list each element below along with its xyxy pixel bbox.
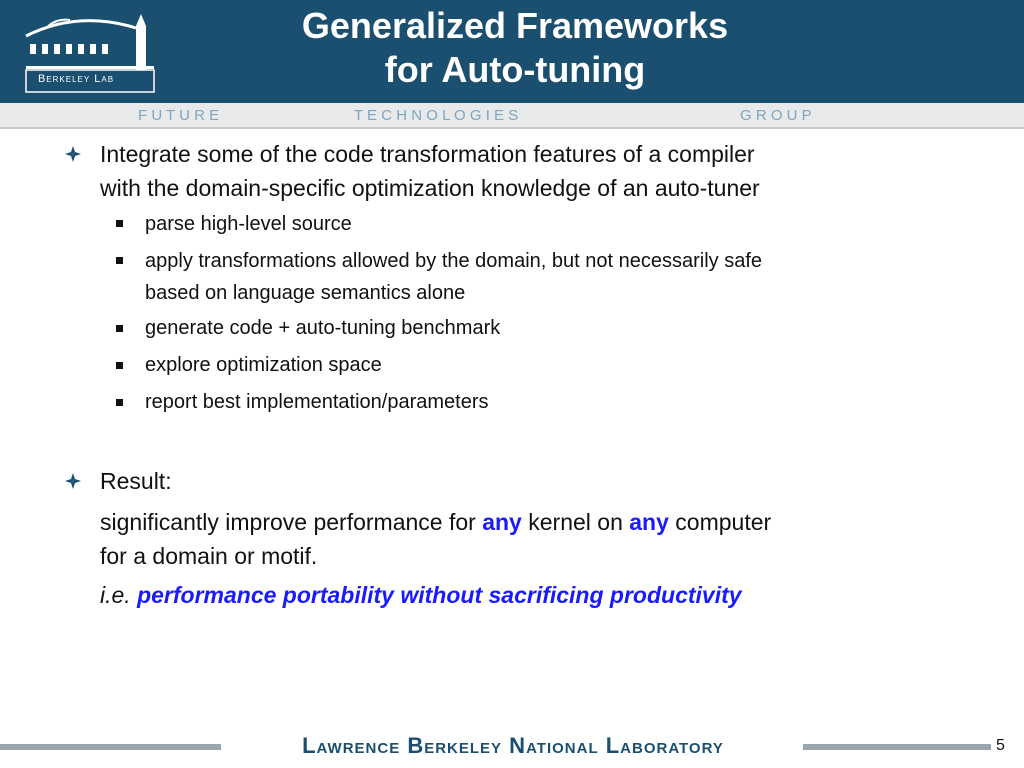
sub-item: explore optimization space [145, 354, 382, 376]
future-technologies-group-bar [0, 103, 1024, 129]
title-line-1: Generalized Frameworks [301, 5, 729, 46]
ftg-word-technologies: T E C H N O L O G I E S [354, 107, 519, 124]
sub-item: parse high-level source [145, 213, 352, 235]
logo-text: Berkeley Lab [37, 73, 115, 85]
diamond-bullet-icon [64, 145, 82, 163]
sub-item: report best implementation/parameters [145, 391, 489, 413]
title-line-2: for Auto-tuning [384, 49, 646, 90]
emphasis-any-1: any [482, 509, 522, 535]
square-bullet-icon [116, 257, 123, 264]
ftg-word-future: F U T U R E [138, 107, 220, 124]
ie-prefix: i.e. [100, 582, 131, 608]
diamond-bullet-icon [64, 472, 82, 490]
sub-item: generate code + auto-tuning benchmark [145, 317, 501, 339]
result-text-b: kernel on [521, 509, 630, 535]
ftg-word-group: G R O U P [740, 107, 812, 124]
slide-title [180, 4, 850, 92]
footer-rule-left [0, 744, 221, 750]
bullet1-line2: with the domain-specific optimization knowledge of an auto-tuner [100, 175, 760, 201]
ie-line [100, 578, 742, 612]
square-bullet-icon [116, 220, 123, 227]
square-bullet-icon [116, 399, 123, 406]
sub-item: apply transformations allowed by the domain, but not necessarily safe [145, 250, 763, 272]
bullet1-line1: Integrate some of the code transformation features of a compiler [100, 141, 755, 167]
result-paragraph-line1 [100, 505, 771, 539]
result-paragraph-line2: for a domain or motif. [100, 543, 318, 569]
page-number: 5 [996, 737, 1005, 754]
result-label: Result: [100, 468, 172, 494]
footer-lab-name: Lawrence Berkeley National Laboratory [302, 733, 724, 758]
slide-header [0, 0, 1024, 103]
result-text-a: significantly improve performance for [100, 509, 483, 535]
sub-item-continuation: based on language semantics alone [145, 282, 466, 304]
footer-rule-right [803, 744, 991, 750]
emphasis-any-2: any [629, 509, 669, 535]
square-bullet-icon [116, 325, 123, 332]
emphasis-portability: performance portability without sacrificing productivity [137, 582, 742, 608]
square-bullet-icon [116, 362, 123, 369]
result-text-c: computer [668, 509, 772, 535]
